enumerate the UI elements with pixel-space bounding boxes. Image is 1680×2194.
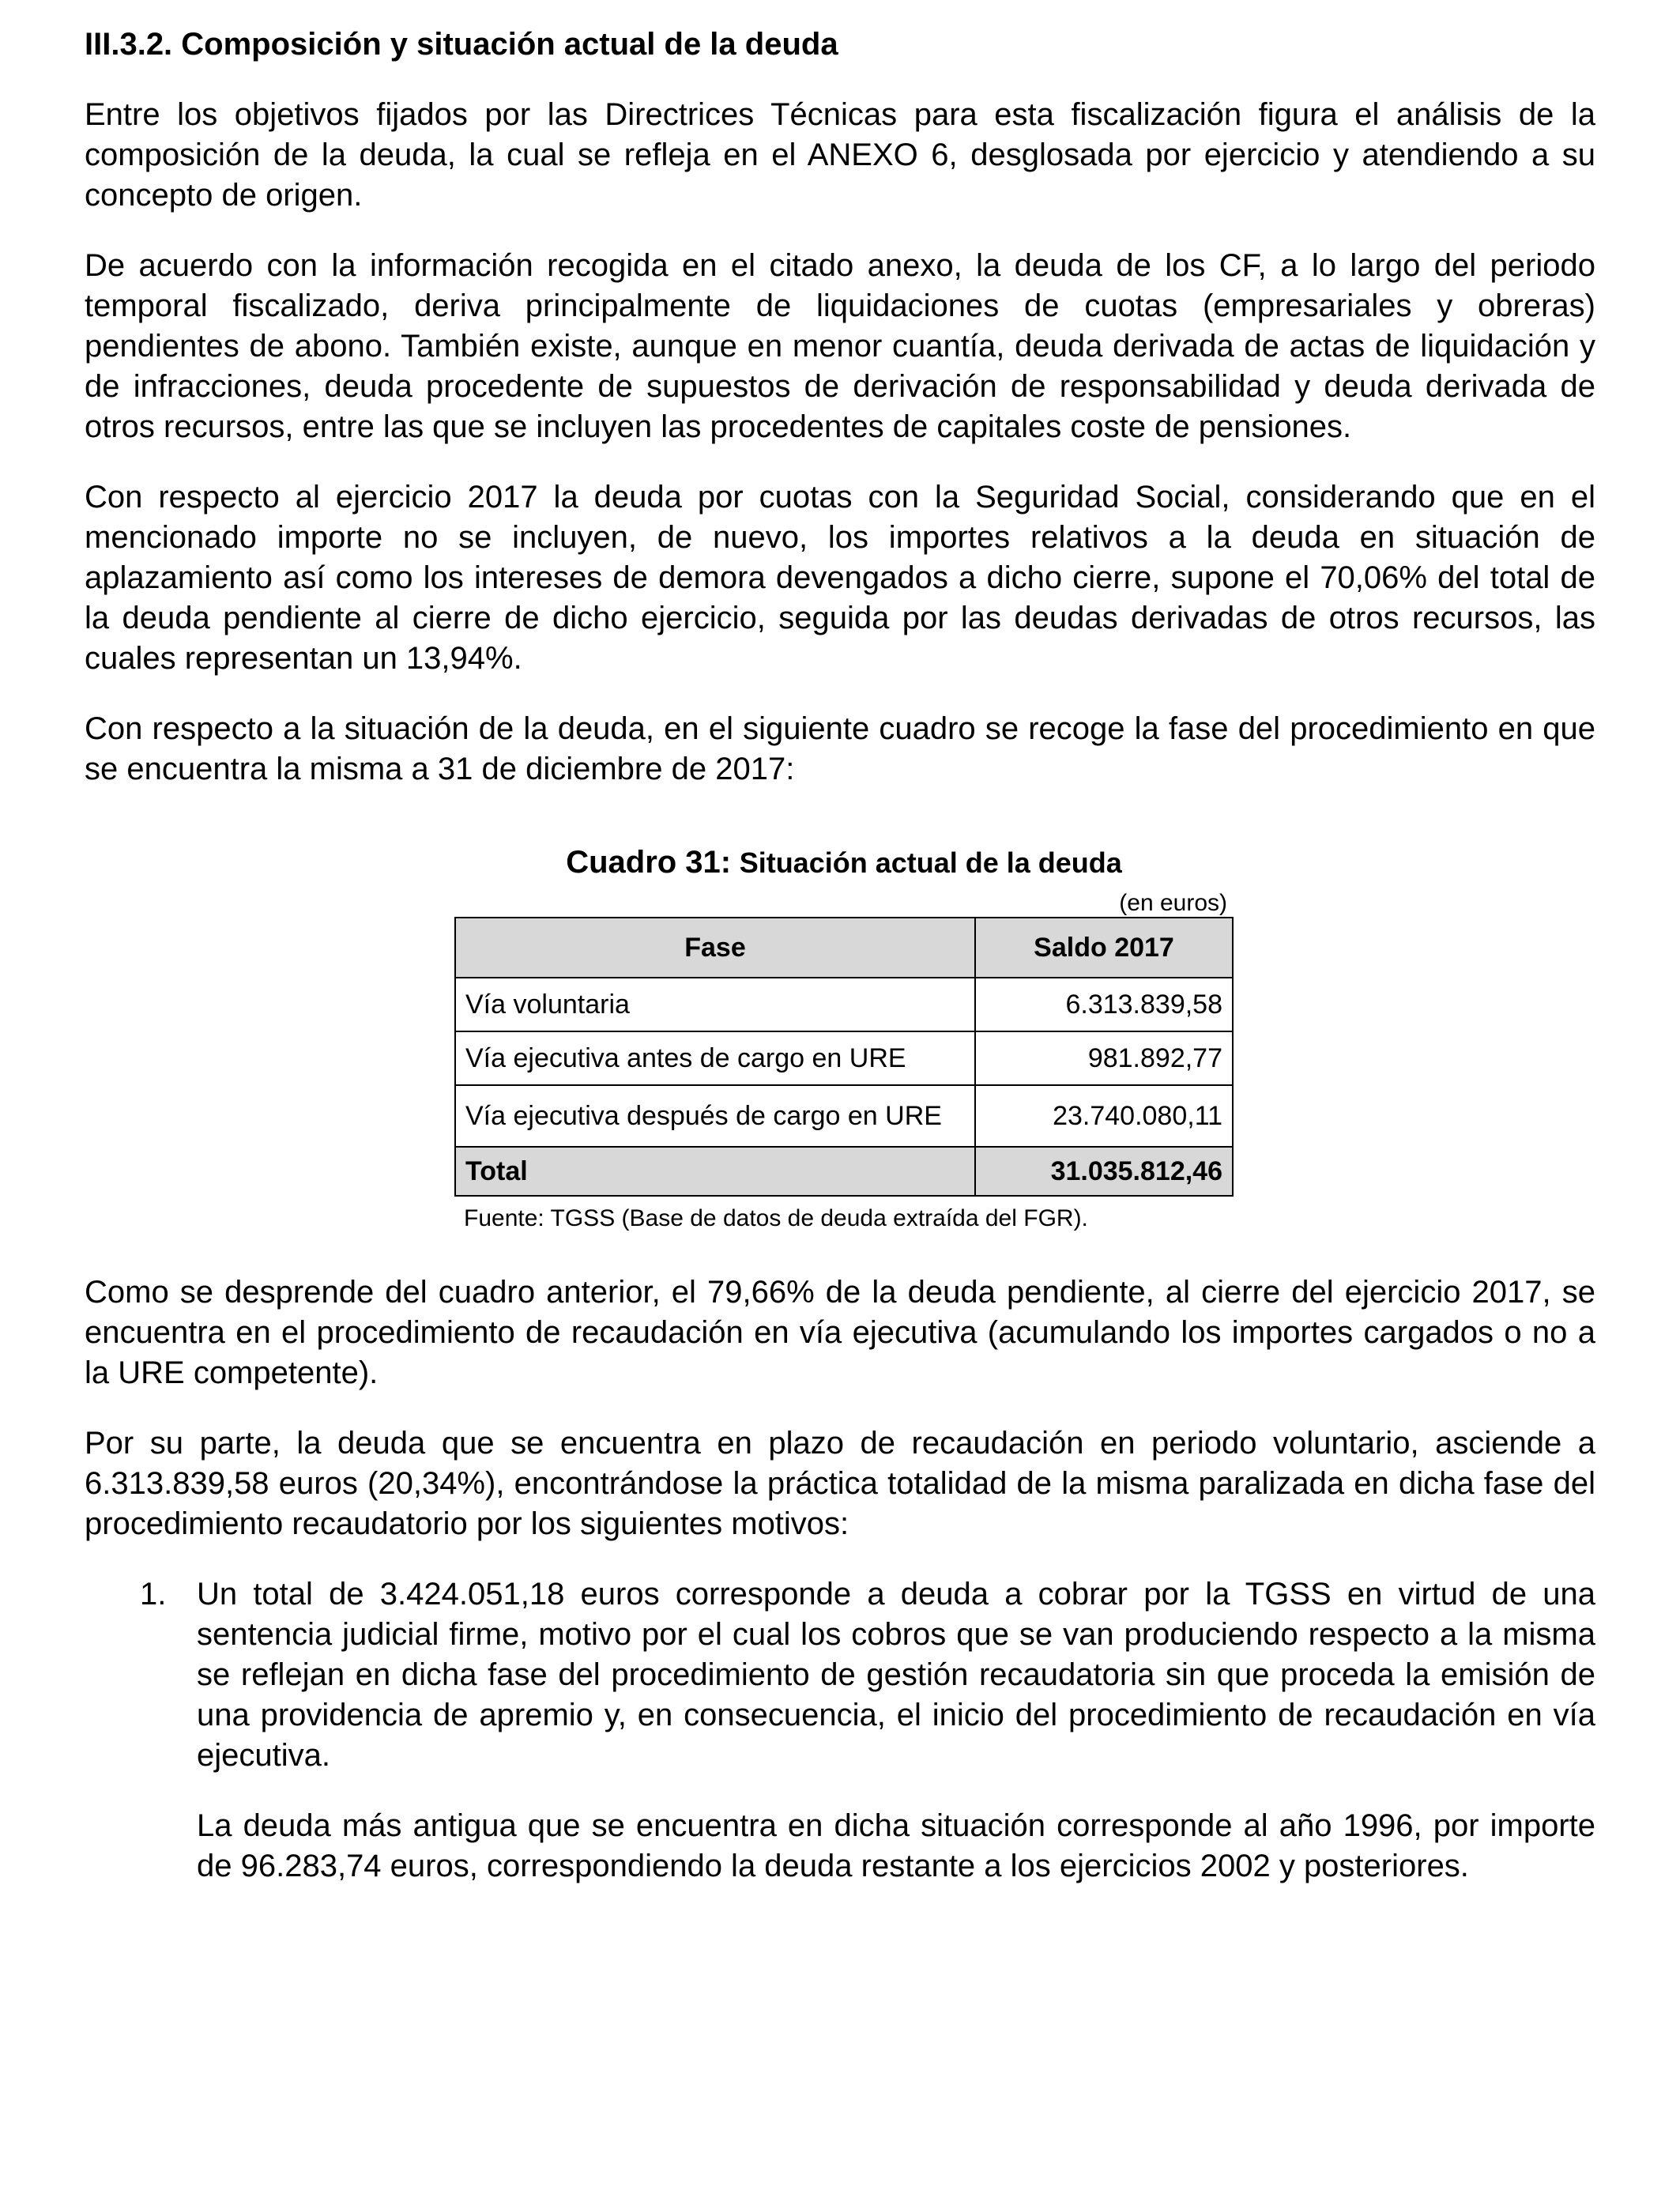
table-caption — [454, 843, 1234, 882]
list-item-number: 1. — [140, 1577, 167, 1612]
table-row — [455, 1031, 1233, 1085]
post-table-content — [85, 1272, 1595, 1887]
table-row — [455, 978, 1233, 1031]
total-label: Total — [455, 1147, 975, 1196]
paragraph-objectives: Entre los objetivos fijados por las Directrices Técnicas para esta fiscalización figura el análisis de la composición de la deuda, la cual se refleja en el ANEXO 6, desglosada por ejercicio y atendiendo a su concepto de origen. — [85, 97, 1595, 213]
table-caption-title: Situación actual de la deuda — [739, 846, 1122, 879]
list-item-text: Un total de 3.424.051,18 euros corresponde a deuda a cobrar por la TGSS en virtud de una sentencia judicial firme, motivo por el cual los cobros que se van produciendo respecto a la misma se reflejan en dicha fase del procedimiento de gestión recaudatoria sin que proceda la emisión de una providencia de apremio y, en consecuencia, el inicio del procedimiento de recaudación en vía ejecutiva. — [197, 1577, 1595, 1773]
document-page — [85, 24, 1595, 1917]
paragraph-voluntary-period: Por su parte, la deuda que se encuentra en plazo de recaudación en periodo voluntario, asciende a 6.313.839,58 euros (20,34%), encontrándose la práctica totalidad de la misma paralizada en dicha fase del procedimiento recaudatorio por los siguientes motivos: — [85, 1426, 1595, 1541]
table-row — [455, 1085, 1233, 1147]
row-balance: 981.892,77 — [975, 1031, 1233, 1085]
table-unit: (en euros) — [1119, 890, 1227, 916]
paragraph-debt-origin: De acuerdo con la información recogida en el citado anexo, la deuda de los CF, a lo largo del periodo temporal fiscalizado, deriva principalmente de liquidaciones de cuotas (empresariales y obreras) pendientes de abono. También existe, aunque en menor cuantía, deuda derivada de actas de liquidación y de infracciones, deuda procedente de supuestos de derivación de responsabilidad y deuda derivada de otros recursos, entre las que se incluyen las procedentes de capitales coste de pensiones. — [85, 248, 1595, 444]
table-header-row — [455, 918, 1233, 978]
row-phase: Vía voluntaria — [455, 978, 975, 1031]
section-heading: III.3.2. Composición y situación actual de la deuda — [85, 27, 838, 62]
row-phase: Vía ejecutiva antes de cargo en URE — [455, 1031, 975, 1085]
paragraph-executive-share: Como se desprende del cuadro anterior, el 79,66% de la deuda pendiente, al cierre del ejercicio 2017, se encuentra en el procedimiento de recaudación en vía ejecutiva (acumulando los importes cargados o no a la URE competente). — [85, 1275, 1595, 1390]
row-balance: 6.313.839,58 — [975, 978, 1233, 1031]
debt-situation-table-block — [454, 843, 1234, 1235]
header-balance: Saldo 2017 — [975, 918, 1233, 978]
table-caption-number: Cuadro 31: — [566, 845, 732, 880]
total-balance: 31.035.812,46 — [975, 1147, 1233, 1196]
debt-situation-table — [454, 917, 1234, 1197]
list-item-continuation: La deuda más antigua que se encuentra en dicha situación corresponde al año 1996, por importe de 96.283,74 euros, correspondiendo la deuda restante a los ejercicios 2002 y posteriores. — [197, 1808, 1595, 1883]
table-total-row — [455, 1147, 1233, 1196]
row-balance: 23.740.080,11 — [975, 1085, 1233, 1147]
reasons-list — [85, 1574, 1595, 1887]
list-item — [85, 1574, 1595, 1887]
table-source: Fuente: TGSS (Base de datos de deuda extraída del FGR). — [464, 1205, 1088, 1231]
paragraph-table-intro: Con respecto a la situación de la deuda, en el siguiente cuadro se recoge la fase del procedimiento en que se encuentra la misma a 31 de diciembre de 2017: — [85, 711, 1595, 786]
paragraph-2017-debt: Con respecto al ejercicio 2017 la deuda por cuotas con la Seguridad Social, considerando que en el mencionado importe no se incluyen, de nuevo, los importes relativos a la deuda en situación de aplazamiento así como los intereses de demora devengados a dicho cierre, supone el 70,06% del total de la deuda pendiente al cierre de dicho ejercicio, seguida por las deudas derivadas de otros recursos, las cuales representan un 13,94%. — [85, 480, 1595, 676]
row-phase: Vía ejecutiva después de cargo en URE — [455, 1085, 975, 1147]
header-phase: Fase — [455, 918, 975, 978]
